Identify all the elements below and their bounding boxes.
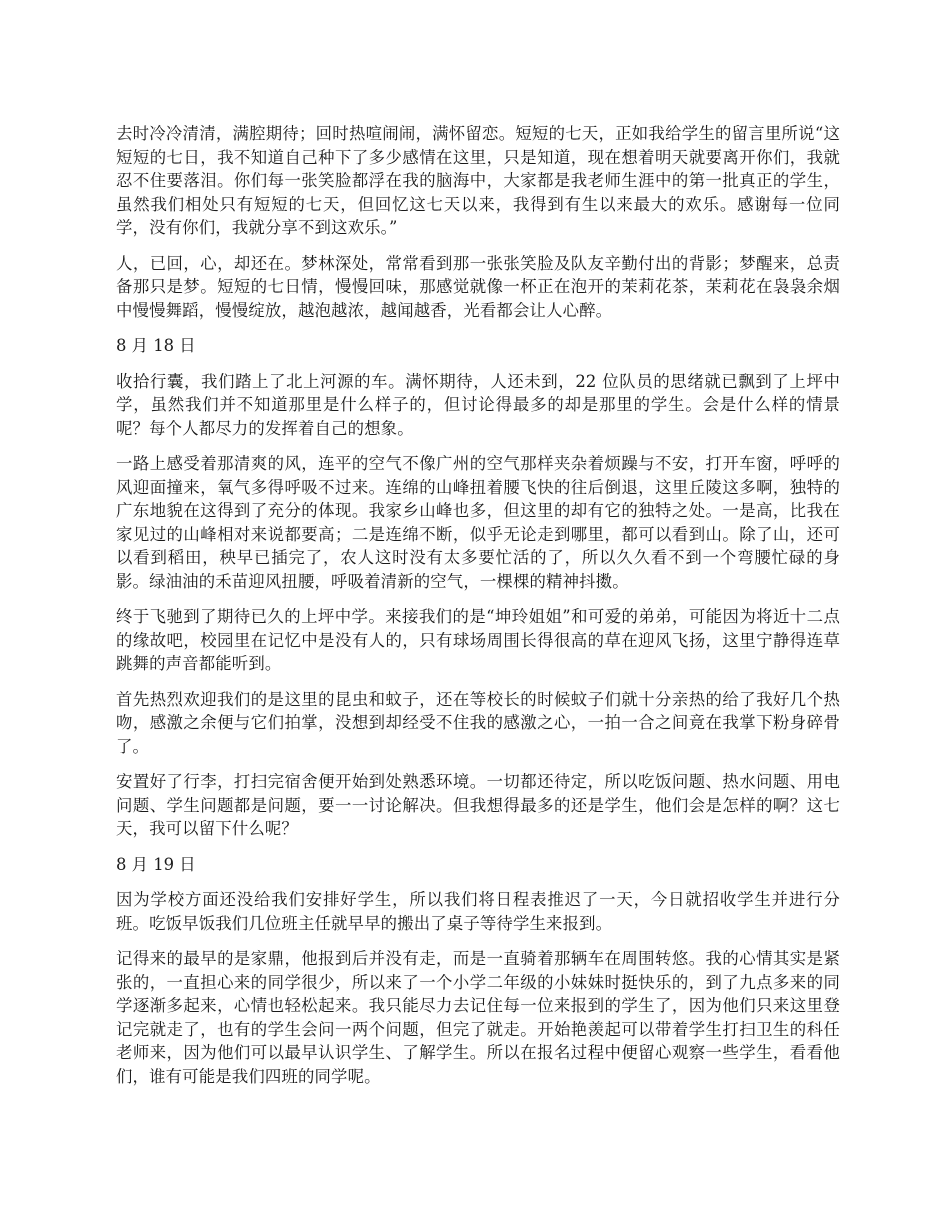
paragraph-5: 终于飞驰到了期待已久的上坪中学。来接我们的是“坤玲姐姐”和可爱的弟弟，可能因为将近十二点的缘故吧，校园里在记忆中是没有人的，只有球场周围长得很高的草在迎风飞扬，这里宁静得连草跳舞的声音都能听到。 (116, 607, 840, 673)
paragraph-9: 记得来的最早的是家鼎，他报到后并没有走，而是一直骑着那辆车在周围转悠。我的心情其实是紧张的，一直担心来的同学很少，所以来了一个小学二年级的小妹妹时挺快乐的，到了九点多来的同学逐渐多起来，心情也轻松起来。我只能尽力去记住每一位来报到的学生了，因为他们只来这里登记完就走了，也有的学生会问一两个问题，但完了就走。开始艳羡起可以带着学生打扫卫生的科任老师来，因为他们可以最早认识学生、了解学生。所以在报名过程中便留心观察一些学生，看看他们，谁有可能是我们四班的同学呢。 (116, 949, 840, 1086)
paragraph-1: 去时冷冷清清，满腔期待；回时热喧闹闹，满怀留恋。短短的七天，正如我给学生的留言里所说“这短短的七日，我不知道自己种下了多少感情在这里，只是知道，现在想着明天就要离开你们，我就忍不住要落泪。你们每一张笑脸都浮在我的脑海中，大家都是我老师生涯中的第一批真正的学生，虽然我们相处只有短短的七天，但回忆这七天以来，我得到有生以来最大的欢乐。感谢每一位同学，没有你们，我就分享不到这欢乐。” (116, 124, 840, 237)
document-body (116, 122, 840, 1100)
date-heading-aug-19: 8 月 19 日 (116, 854, 196, 874)
paragraph-7: 安置好了行李，打扫完宿舍便开始到处熟悉环境。一切都还待定，所以吃饭问题、热水问题、用电问题、学生问题都是问题，要一一讨论解决。但我想得最多的还是学生，他们会是怎样的啊？这七天，我可以留下什么呢？ (116, 772, 840, 838)
paragraph-8: 因为学校方面还没给我们安排好学生，所以我们将日程表推迟了一天，今日就招收学生并进行分班。吃饭早饭我们几位班主任就早早的搬出了桌子等待学生来报到。 (116, 890, 840, 933)
date-heading-aug-18: 8 月 18 日 (116, 336, 196, 355)
paragraph-3: 收拾行囊，我们踏上了北上河源的车。满怀期待，人还未到，22 位队员的思绪就已飘到了上坪中学，虽然我们并不知道那里是什么样子的，但讨论得最多的却是那里的学生。会是什么样的情景呢？每个人都尽力的发挥着自己的想象。 (116, 371, 840, 438)
paragraph-6: 首先热烈欢迎我们的是这里的昆虫和蚊子，还在等校长的时候蚊子们就十分亲热的给了我好几个热吻，感激之余便与它们拍掌，没想到却经受不住我的感激之心，一拍一合之间竟在我掌下粉身碎骨了。 (116, 689, 840, 756)
paragraph-4: 一路上感受着那清爽的风，连平的空气不像广州的空气那样夹杂着烦躁与不安，打开车窗，呼呼的风迎面撞来，氧气多得呼吸不过来。连绵的山峰扭着腰飞快的往后倒退，这里丘陵这多啊，独特的广东地貌在这得到了充分的体现。我家乡山峰也多，但这里的却有它的独特之处。一是高，比我在家见过的山峰相对来说都要高；二是连绵不断，似乎无论走到哪里，都可以看到山。除了山，还可以看到稻田，秧早已插完了，农人这时没有太多要忙活的了，所以久久看不到一个弯腰忙碌的身影。绿油油的禾苗迎风扭腰，呼吸着清新的空气，一棵棵的精神抖擞。 (116, 454, 840, 591)
paragraph-2: 人，已回，心，却还在。梦林深处，常常看到那一张张笑脸及队友辛勤付出的背影；梦醒来，总责备那只是梦。短短的七日情，慢慢回味，那感觉就像一杯正在泡开的茉莉花茶，茉莉花在袅袅余烟中慢慢舞蹈，慢慢绽放，越泡越浓，越闻越香，光看都会让人心醉。 (116, 253, 840, 320)
